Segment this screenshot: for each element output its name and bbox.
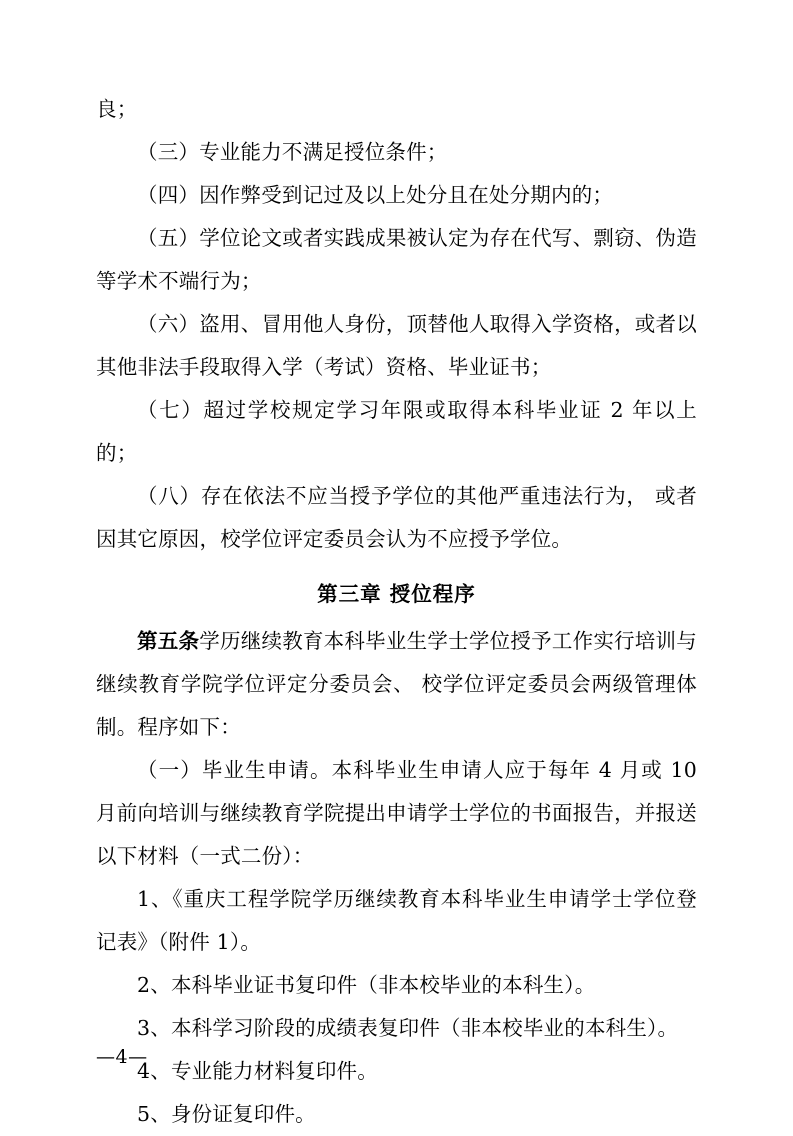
page-number: —4— [96, 1046, 148, 1068]
material-item-2: 2、本科毕业证书复印件（非本校毕业的本科生）。 [137, 973, 596, 997]
document-body [96, 88, 697, 1136]
material-item-3: 3、本科学习阶段的成绩表复印件（非本校毕业的本科生）。 [137, 1016, 679, 1040]
page-footer [96, 1046, 697, 1068]
chapter-heading: 第三章 授位程序 [317, 582, 476, 606]
procedure-item-1: （一）毕业生申请。本科毕业生申请人应于每年 4 月或 10 月前向培训与继续教育学院提出申请学士学位的书面报告，并报送以下材料（一式二份）： [96, 758, 697, 868]
list-item-6: （六）盗用、冒用他人身份，顶替他人取得入学资格，或者以其他非法手段取得入学（考试）资格、毕业证书； [96, 312, 697, 379]
material-item-1: 1、《重庆工程学院学历继续教育本科毕业生申请学士学位登记表》（附件 1）。 [96, 887, 697, 954]
list-item-3: （三）专业能力不满足授位条件； [137, 140, 448, 164]
material-item-4: 4、专业能力材料复印件。 [137, 1059, 378, 1083]
list-item-5: （五）学位论文或者实践成果被认定为存在代写、剽窃、伪造等学术不端行为； [96, 226, 697, 293]
list-item-4: （四）因作弊受到记过及以上处分且在处分期内的； [137, 183, 614, 207]
list-item-7: （七）超过学校规定学习年限或取得本科毕业证 2 年以上的； [96, 398, 697, 465]
article-5-paragraph [96, 620, 697, 749]
paragraph-continuation: 良； [96, 97, 138, 121]
material-item-5: 5、身份证复印件。 [137, 1102, 316, 1126]
article-5-text: 学历继续教育本科毕业生学士学位授予工作实行培训与继续教育学院学位评定分委员会、 校学位评定委员会两级管理体制。程序如下： [96, 629, 697, 739]
article-5-label: 第五条 [137, 629, 200, 653]
list-item-8: （八）存在依法不应当授予学位的其他严重违法行为， 或者因其它原因，校学位评定委员会认为不应授予学位。 [96, 484, 697, 551]
